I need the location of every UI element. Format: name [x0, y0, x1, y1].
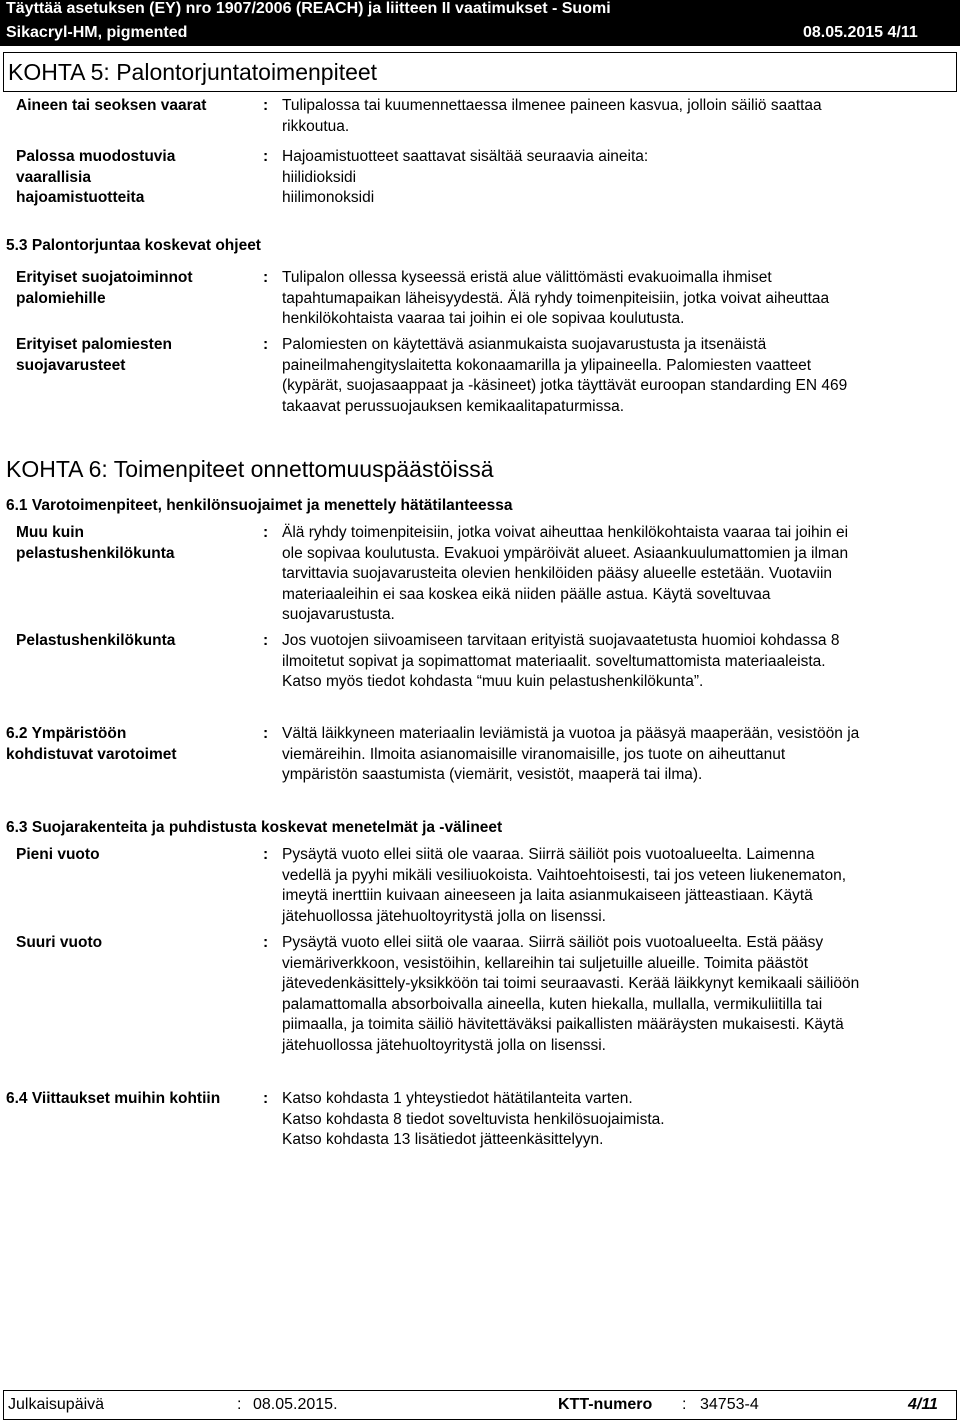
value-environmental-precautions [282, 724, 957, 786]
text-line: viemäreihin. Ilmoita asianomaisille viranomaisille, jos tuote on aiheuttanut [282, 745, 786, 763]
text-line: hiilimonoksidi [282, 189, 375, 206]
label-line: Palossa muodostuvia [16, 148, 176, 165]
label-line: kohdistuvat varotoimet [6, 745, 177, 763]
colon: : [263, 846, 269, 863]
text-line: suojavarustusta. [282, 606, 395, 623]
text-line: hiilidioksidi [282, 168, 357, 186]
subsection-6-3-title: 6.3 Suojarakenteita ja puhdistusta koskevat menetelmät ja -välineet [6, 819, 503, 836]
text-line: Hajoamistuotteet saattavat sisältää seuraavia aineita: [282, 148, 649, 165]
label-decomposition [16, 147, 251, 209]
label-small-spill [16, 845, 251, 866]
text-line: ole sopivaa koulutusta. Evakuoi ympäröivät alueet. Asiaankuulumattomien ja ilman [282, 544, 849, 562]
text-line: jätevedenkäsittely-yksikköön tai toimi seuraavasti. Kerää läikkynyt kemikaali säiliöön [282, 975, 860, 992]
footer-colon: : [682, 1396, 687, 1413]
text-line: palamattomalla absorboivalla aineella, kuten hiekalla, mullalla, vermikuliitilla tai [282, 995, 823, 1013]
label-environmental-precautions [6, 724, 256, 765]
text-line: henkilökohtaista vaaraa tai joihin ei ole sopivaa koulutusta. [282, 310, 685, 327]
text-line: Palomiesten on käytettävä asianmukaista suojavarustusta ja itsenäistä [282, 336, 767, 353]
text-line: ilmoitetut sopivat ja sopimattomat materiaalit. soveltumattomista materiaaleista. [282, 652, 826, 670]
label-line: hajoamistuotteita [16, 189, 145, 206]
text-line: Pysäytä vuoto ellei siitä ole vaaraa. Siirrä säiliöt pois vuotoalueelta. Estä pääsy [282, 934, 824, 951]
footer-issue-label: Julkaisupäivä [8, 1396, 105, 1413]
date-page: 08.05.2015 4/11 [803, 24, 918, 41]
label-line: Erityiset palomiesten [16, 336, 172, 353]
label-non-emergency-personnel [16, 523, 251, 564]
text-line: jätehuollossa jätehuoltoyritystä jolla on lisenssi. [282, 1036, 606, 1054]
footer-page: 4/11 [908, 1396, 938, 1413]
label-firefighter-equipment [16, 335, 251, 376]
text-line: jätehuollossa jätehuoltoyritystä jolla on lisenssi. [282, 907, 606, 925]
text-line: vedellä ja pyyhi mikäli vesiliuokoista. Vaihtoehtoisesti, tai jos veteen liukenematon, [282, 866, 847, 884]
colon: : [263, 524, 269, 541]
colon: : [263, 269, 269, 286]
label-line: 6.2 Ympäristöön [6, 725, 127, 742]
footer-box [3, 1390, 957, 1420]
text-line: Katso kohdasta 8 tiedot soveltuvista henkilösuojaimista. [282, 1110, 665, 1128]
colon: : [263, 725, 269, 742]
text-line: Jos vuotojen siivoamiseen tarvitaan erityistä suojavaatetusta huomioi kohdassa 8 [282, 632, 840, 649]
text-line: Vältä läikkyneen materiaalin leviämistä ja vuotoa ja pääsyä maaperään, vesistöön ja [282, 725, 860, 742]
value-large-spill [282, 933, 957, 1056]
label-line: Pelastushenkilökunta [16, 632, 176, 649]
section-5-title: KOHTA 5: Palontorjuntatoimenpiteet [8, 59, 378, 85]
value-non-emergency-personnel [282, 523, 957, 626]
text-line: Katso myös tiedot kohdasta “muu kuin pelastushenkilökunta”. [282, 673, 704, 690]
value-references [282, 1089, 957, 1151]
subsection-5-3-title: 5.3 Palontorjuntaa koskevat ohjeet [6, 237, 261, 254]
text-line: imeytä inerttiin kuivaan aineeseen ja laita asianmukaiseen jätteastiaan. Käytä [282, 887, 813, 904]
footer-ktt-label: KTT-numero [558, 1396, 653, 1413]
text-line: Katso kohdasta 1 yhteystiedot hätätilanteita varten. [282, 1090, 633, 1107]
label-line: Muu kuin [16, 524, 85, 541]
label-line: Erityiset suojatoiminnot [16, 269, 193, 286]
text-line: rikkoutua. [282, 117, 350, 135]
footer-ktt-number: 34753-4 [700, 1396, 759, 1413]
text-line: piimaalla, ja toimita säiliö hävitettäväksi paikallisten määräysten mukaisesti. Käytä [282, 1016, 844, 1033]
text-line: ympäristön saastumista (viemärit, vesistöt, maaperä tai ilma). [282, 766, 703, 783]
text-line: materiaaleihin ei saa koskea eikä niiden päälle astua. Käytä soveltuvaa [282, 585, 771, 603]
label-line: pelastushenkilökunta [16, 544, 175, 562]
label-special-protective-actions [16, 268, 251, 309]
colon: : [263, 336, 269, 353]
section-5-box [3, 52, 957, 92]
text-line: Katso kohdasta 13 lisätiedot jätteenkäsittelyyn. [282, 1131, 604, 1148]
text-line: Älä ryhdy toimenpiteisiin, jotka voivat aiheuttaa henkilökohtaista vaaraa tai joihin ei [282, 524, 849, 541]
label-emergency-responders [16, 631, 251, 652]
colon: : [263, 632, 269, 649]
colon: : [263, 148, 269, 165]
value-special-protective-actions [282, 268, 957, 330]
text-line: takaavat perussuojauksen kemikaalitapaturmissa. [282, 397, 625, 415]
footer-colon: : [237, 1396, 242, 1413]
label-line: Pieni vuoto [16, 846, 100, 863]
product-header [0, 20, 960, 46]
section-6-title: KOHTA 6: Toimenpiteet onnettomuuspäästöissä [6, 456, 494, 482]
text-line: Tulipalossa tai kuumennettaessa ilmenee paineen kasvua, jolloin säiliö saattaa [282, 97, 822, 114]
text-line: tarvittavia suojavarusteita olevien henkilöiden pääsy alueelle estetään. Vuotaviin [282, 565, 833, 582]
label-line: vaarallisia [16, 168, 91, 186]
subsection-6-1-title: 6.1 Varotoimenpiteet, henkilönsuojaimet ja menettely hätätilanteessa [6, 497, 513, 514]
label-line: Suuri vuoto [16, 934, 103, 951]
colon: : [263, 934, 269, 951]
label-large-spill [16, 933, 251, 954]
footer-issue-date: 08.05.2015. [253, 1396, 338, 1413]
colon: : [263, 1090, 269, 1107]
label-references: 6.4 Viittaukset muihin kohtiin [6, 1090, 221, 1107]
text-line: Tulipalon ollessa kyseessä eristä alue välittömästi evakuoimalla ihmiset [282, 269, 772, 286]
text-line: Pysäytä vuoto ellei siitä ole vaaraa. Siirrä säiliöt pois vuotoalueelta. Laimenna [282, 846, 815, 863]
label-line: palomiehille [16, 289, 106, 307]
value-decomposition [282, 147, 957, 209]
value-hazards [282, 96, 957, 137]
text-line: viemäriverkkoon, vesistöihin, kellareihin tai suljetuille alueille. Toimita päästöt [282, 954, 809, 972]
text-line: (kypärät, suojasaappaat ja -käsineet) jotka täyttävät euroopan standarding EN 469 [282, 377, 848, 394]
text-line: tapahtumapaikan läheisyydestä. Älä ryhdy toimenpiteisiin, jotka voivat aiheuttaa [282, 289, 830, 307]
product-name: Sikacryl-HM, pigmented [6, 24, 188, 41]
value-emergency-responders [282, 631, 957, 693]
colon: : [263, 97, 269, 114]
regulation-header: Täyttää asetuksen (EY) nro 1907/2006 (REACH) ja liitteen II vaatimukset - Suomi [0, 0, 960, 20]
label-hazards: Aineen tai seoksen vaarat [16, 97, 207, 114]
value-small-spill [282, 845, 957, 927]
label-line: suojavarusteet [16, 356, 126, 374]
text-line: paineilmahengityslaitetta kokonaamarilla ja ylipaineella. Palomiesten vaatteet [282, 356, 812, 374]
value-firefighter-equipment [282, 335, 957, 417]
